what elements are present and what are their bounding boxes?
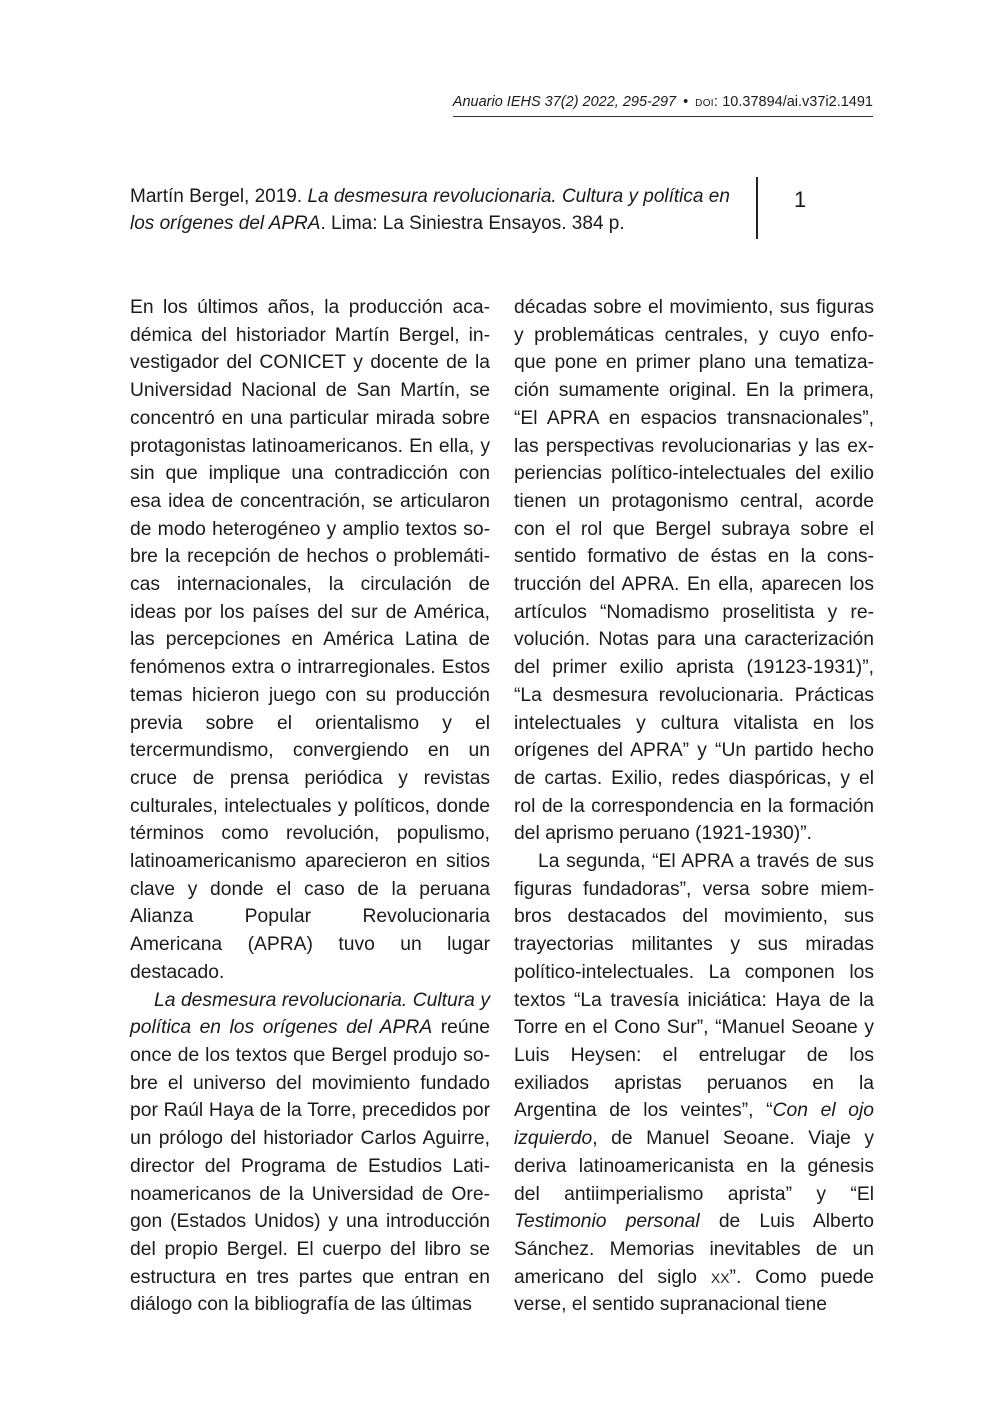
paragraph-2-continued: décadas sobre el movimiento, sus figuras y problemáticas centrales, y cuyo enfoque pone en primer plano una tematización sumamente original. En la primera, “El APRA en espacios transnacionales”, las perspectivas revolucionarias y las experiencias político-intelectuales del exilio tienen un protagonismo central, acorde con el rol que Bergel subraya sobre el sentido formativo de éstas en la construcción del APRA. En ella, aparecen los artículos “Nomadismo proselitista y revolución. Notas para una caracterización del primer exilio aprista (19123-1931)”, “La desmesura revolucionaria. Prácticas intelectuales y cultura vitalista en los orígenes del APRA” y “Un partido hecho de cartas. Exilio, redes diaspóricas, y el rol de la correspondencia en la formación del aprismo peruano (1921-1930)”. — [514, 297, 874, 845]
body-column-right — [514, 294, 874, 1319]
citation-publisher: . Lima: La Siniestra Ensayos. 384 p. — [320, 213, 625, 234]
vertical-divider — [756, 177, 758, 239]
page-number: 1 — [794, 187, 807, 212]
book-citation — [130, 183, 740, 237]
paragraph-3: La segunda, “El APRA a través de sus figuras fundadoras”, versa sobre miembros destacados del movimiento, sus trayectorias militantes y sus miradas político-intelectuales. La componen los textos “La travesía iniciática: Haya de la Torre en el Cono Sur”, “Manuel Seoane y Luis Heysen: el entrelugar de los exiliados apristas peruanos en la Argentina de los veintes”, “Con el ojo izquierdo, de Manuel Seoane. Viaje y deriva latinoamericanista en la génesis del antiimperialismo aprista” y “El Testimonio personal de Luis Alberto Sánchez. Memorias inevitables de un americano del siglo xx”. Como puede verse, el sentido supranacional tiene — [514, 851, 874, 1316]
running-header — [453, 92, 873, 117]
doi-link[interactable]: 10.37894/ai.v37i2.1491 — [722, 94, 873, 110]
doi-label: doi: — [695, 94, 719, 110]
header-separator: • — [683, 94, 689, 110]
paragraph-2: La desmesura revolucionaria. Cultura y política en los orígenes del APRA reúne once de los textos que Bergel produjo sobre el universo del movimiento fundado por Raúl Haya de la Torre, precedidos por un prólogo del historiador Carlos Aguirre, director del Programa de Estudios Latinoamericanos de la Universidad de Oregon (Estados Unidos) y una introducción del propio Bergel. El cuerpo del libro se estructura en tres partes que entran en diálogo con la bibliografía de las últimas — [130, 989, 491, 1316]
paragraph-1: En los últimos años, la producción académica del historiador Martín Bergel, investigador del CONICET y docente de la Universidad Nacional de San Martín, se concentró en una particular mirada sobre protagonistas latinoamericanos. En ella, y sin que implique una contradicción con esa idea de concentración, se articularon de modo heterogéneo y amplio textos sobre la recepción de hechos o problemáticas internacionales, la circulación de ideas por los países del sur de América, las percepciones en América Latina de fenómenos extra o intrarregionales. Estos temas hicieron juego con su producción previa sobre el orientalismo y el tercermundismo, convergiendo en un cruce de prensa periódica y revistas culturales, intelectuales y políticos, donde términos como revolución, populismo, latinoamericanismo aparecieron en sitios clave y donde el caso de la peruana Alianza Popular Revolucionaria Americana (APRA) tuvo un lugar destacado. — [130, 297, 490, 983]
body-column-left — [130, 294, 490, 1319]
journal-reference: Anuario IEHS 37(2) 2022, 295-297 — [452, 94, 677, 110]
citation-author-year: Martín Bergel, 2019. — [130, 186, 308, 207]
citation-book-title: La desmesura revolucionaria. Cultura y política en los orígenes del APRA — [130, 186, 730, 234]
